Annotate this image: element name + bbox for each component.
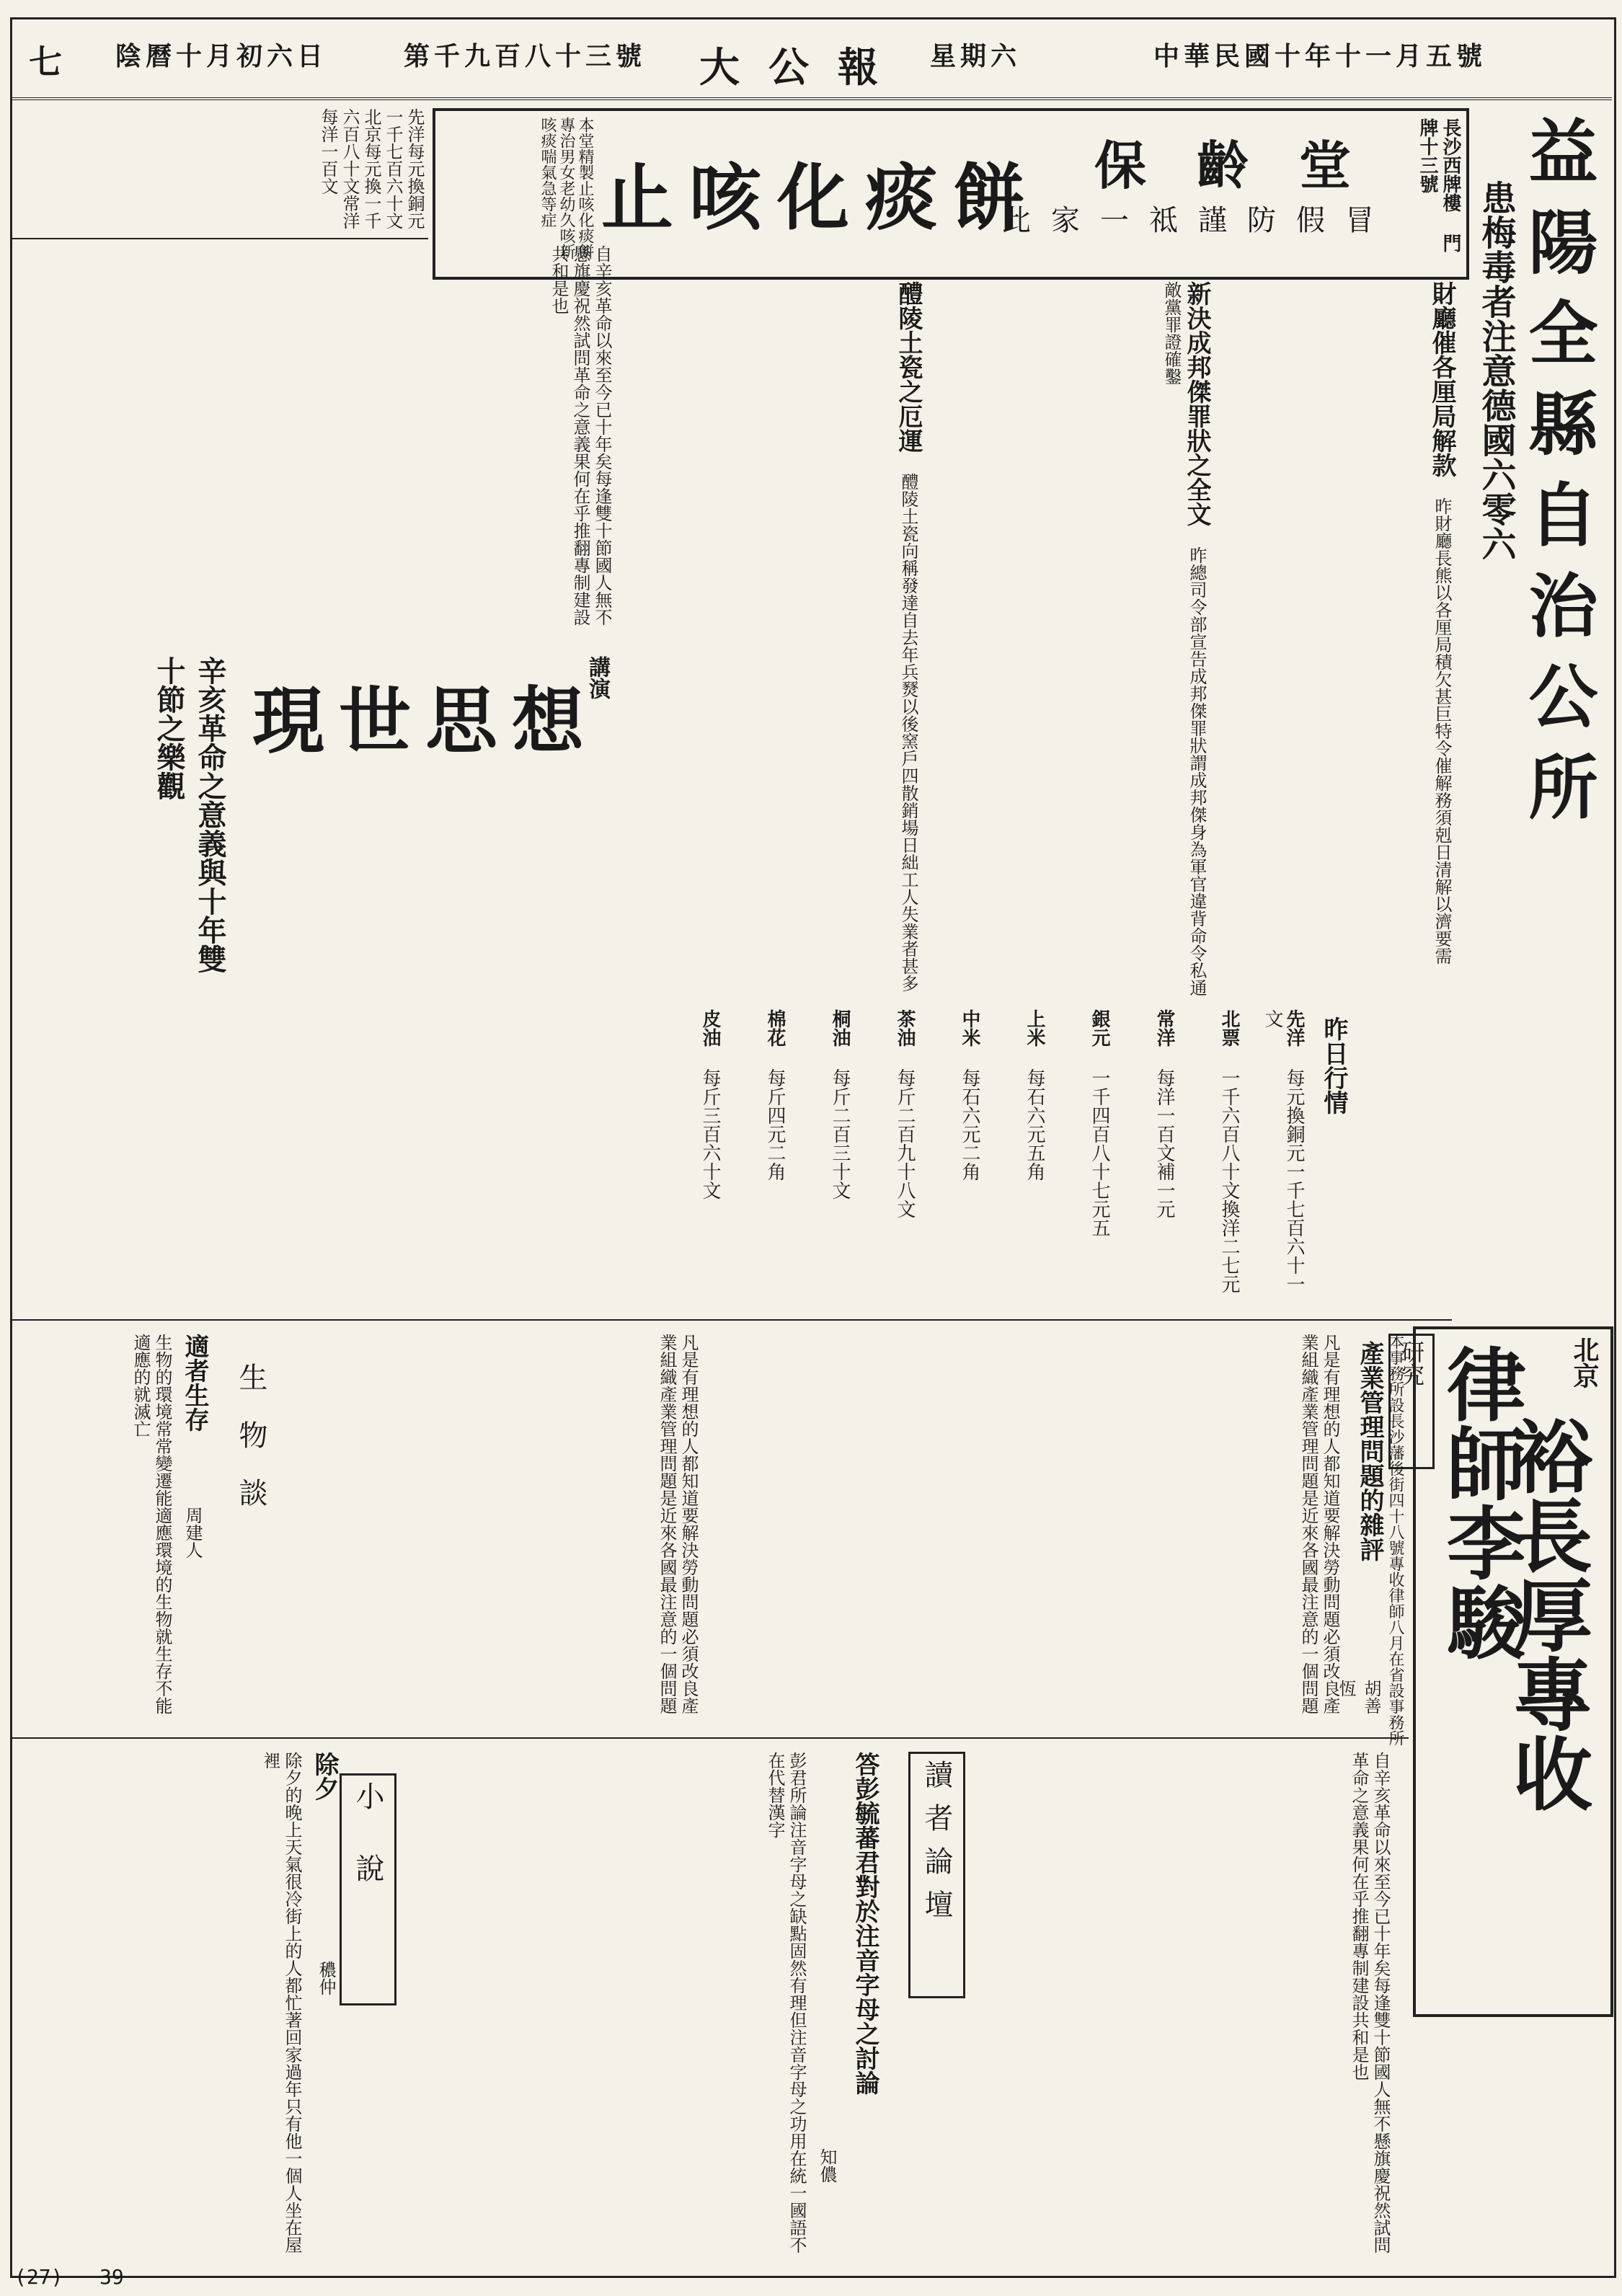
forum-title: 答彭毓蕃君對於注音字母之討論 <box>851 1752 879 2095</box>
market-row <box>764 1009 786 1305</box>
market-price: 每斤三百六十文 <box>699 1068 721 1200</box>
market-table <box>627 1009 1348 1312</box>
market-title: 昨日行情 <box>1319 1016 1348 1114</box>
market-price: 每石六元二角 <box>959 1068 980 1181</box>
masthead-number: 第千九百八十三號 <box>404 41 647 71</box>
biology-block <box>14 1326 706 1730</box>
headline-left: 益陽全縣自治公所 <box>1517 115 1599 842</box>
lecture-title: 現世思想 <box>252 678 598 763</box>
news-left-top: 先洋每元換銅元一千七百六十文北京每元換一千六百八十文常洋每洋一百文 <box>318 108 425 229</box>
footer-code: (27) <box>14 2265 63 2289</box>
rule-mid <box>10 1319 1452 1321</box>
biology-section: 生物談 <box>234 1362 267 1535</box>
market-item: 先洋 <box>1283 1009 1305 1047</box>
market-item: 北票 <box>1218 1009 1240 1047</box>
news-title-3: 醴陵土瓷之厄運 <box>894 281 923 453</box>
biology-body-2: 凡是有理想的人都知道要解決勞動問題必須改良產業組織產業管理問題是近來各國最注意的一個問題 <box>657 1334 699 1714</box>
masthead-date: 中華民國十年十一月五號 <box>1153 41 1487 71</box>
market-row <box>1218 1009 1240 1305</box>
forum-block <box>404 1745 1399 2264</box>
research-block <box>721 1326 1442 1730</box>
news-title-1: 財廳催各厘局解款 <box>1427 281 1456 477</box>
pills-shop: 保齡堂 <box>1094 135 1401 196</box>
market-item: 棉花 <box>764 1009 786 1047</box>
headline-dispatch: 患梅毒者注意德國六零六 <box>1476 180 1516 561</box>
market-row <box>699 1009 721 1305</box>
market-price: 一千四百八十七元五 <box>1089 1068 1110 1237</box>
research-title: 產業管理問題的雜評 <box>1355 1341 1384 1561</box>
forum-section: 讀者論壇 <box>908 1752 965 1998</box>
market-row <box>894 1009 916 1305</box>
masthead-rule <box>10 97 1612 100</box>
market-row <box>829 1009 851 1305</box>
novel-body: 除夕的晚上天氣很冷街上的人都忙著回家過年只有他一個人坐在屋裡 <box>260 1752 302 2253</box>
research-section: 研究 <box>1388 1334 1435 1469</box>
lecture-block <box>14 642 613 1002</box>
market-row <box>1262 1009 1305 1305</box>
market-item: 中米 <box>959 1009 980 1047</box>
market-item: 桐油 <box>829 1009 851 1047</box>
lawyer-school: 裕長厚專收 <box>1500 1416 1593 1812</box>
biology-title: 適者生存 <box>180 1334 209 1432</box>
lecture-subtitle: 辛亥革命之意義與十年雙十節之樂觀 <box>152 656 227 973</box>
novel-title: 除夕 <box>310 1752 339 1801</box>
forum-body-2: 自辛亥革命以來至今已十年矣每逢雙十節國人無不懸旗慶祝然試問革命之意義果何在乎推翻專制建設共和是也 <box>1349 1752 1391 2253</box>
news-body-1: 昨財廳長熊以各厘局積欠甚巨特令催解務須剋日清解以濟要需 <box>1432 497 1452 965</box>
market-row <box>1024 1009 1045 1305</box>
research-body: 凡是有理想的人都知道要解決勞動問題必須改良產業組織產業管理問題是近來各國最注意的一個問題 <box>1298 1334 1340 1714</box>
pills-address: 長沙西牌樓 門牌十三號 <box>1417 118 1461 252</box>
market-price: 每斤二百三十文 <box>829 1068 851 1200</box>
lawyer-ad <box>1413 1326 1613 2017</box>
lawyer-text: 本事務所設長沙藩後街四十八號專收律師八月在省設事務所 <box>1386 1334 1404 1746</box>
pills-slogan: 此家一祗謹防假冒 <box>1002 204 1394 237</box>
lawyer-name: 律師李駿 <box>1434 1344 1527 1661</box>
news-item-3 <box>627 281 923 1002</box>
masthead-lunar: 陰曆十月初六日 <box>115 41 328 71</box>
market-item: 皮油 <box>699 1009 721 1047</box>
market-item: 常洋 <box>1153 1009 1175 1047</box>
market-rows <box>656 1009 1305 1312</box>
masthead-weekday: 星期六 <box>930 41 1021 71</box>
market-price: 每洋一百文補一元 <box>1153 1068 1175 1218</box>
market-item: 銀元 <box>1089 1009 1110 1047</box>
biology-author: 周建人 <box>182 1507 203 1559</box>
lawyer-city: 北京 <box>1569 1337 1600 1388</box>
research-author: 胡善恆 <box>1336 1680 1381 1714</box>
footer-page: 39 <box>99 2265 124 2289</box>
pills-main: 止咳化痰餅 <box>601 155 1041 240</box>
rule-low <box>10 1737 1409 1739</box>
forum-author: 知儂 <box>817 2148 837 2183</box>
masthead-page: 七 <box>29 43 66 81</box>
market-row <box>959 1009 980 1305</box>
rule-left-top <box>10 238 428 239</box>
novel-block <box>14 1745 396 2264</box>
market-item: 上米 <box>1024 1009 1045 1047</box>
market-price: 每斤二百九十八文 <box>894 1068 916 1218</box>
masthead-paper: 大公報 <box>699 44 907 92</box>
forum-body: 彭君所論注音字母之缺點固然有理但注音字母之功用在統一國語不在代替漢字 <box>765 1752 807 2253</box>
market-row <box>1153 1009 1175 1305</box>
lecture-section: 講演 <box>585 656 610 699</box>
market-price: 每元換銅元一千七百六十一文 <box>1262 1009 1305 1293</box>
news-title-2: 新決成邦傑罪狀之全文 <box>1182 281 1211 526</box>
novel-section: 小說 <box>340 1773 396 2005</box>
market-price: 每斤四元二角 <box>764 1068 786 1181</box>
market-item: 茶油 <box>894 1009 916 1047</box>
news-item-4: 自辛亥革命以來至今已十年矣每逢雙十節國人無不懸旗慶祝然試問革命之意義果何在乎推翻專制建設共和是也 <box>549 245 612 626</box>
news-item-1 <box>1226 281 1456 1002</box>
news-body-2: 昨總司令部宣告成邦傑罪狀謂成邦傑身為軍官違背命令私通敵黨罪證確鑿 <box>1161 281 1207 996</box>
biology-body: 生物的環境常常變遷能適應環境的生物就生存不能適應的就滅亡 <box>130 1334 172 1714</box>
pills-text: 本堂精製止咳化痰餅專治男女老幼久咳新咳痰喘氣急等症 <box>539 117 594 260</box>
market-price: 每石六元五角 <box>1024 1068 1045 1181</box>
market-row <box>1089 1009 1110 1305</box>
footer <box>14 2265 124 2289</box>
market-price: 一千六百八十文換洋二七元 <box>1218 1068 1240 1293</box>
news-item-2 <box>937 281 1211 1002</box>
novel-author: 穠仲 <box>316 1961 336 1995</box>
news-body-3: 醴陵土瓷向稱發達自去年兵燹以後窯戶四散銷場日絀工人失業者甚多 <box>898 473 918 992</box>
masthead <box>29 36 1586 92</box>
